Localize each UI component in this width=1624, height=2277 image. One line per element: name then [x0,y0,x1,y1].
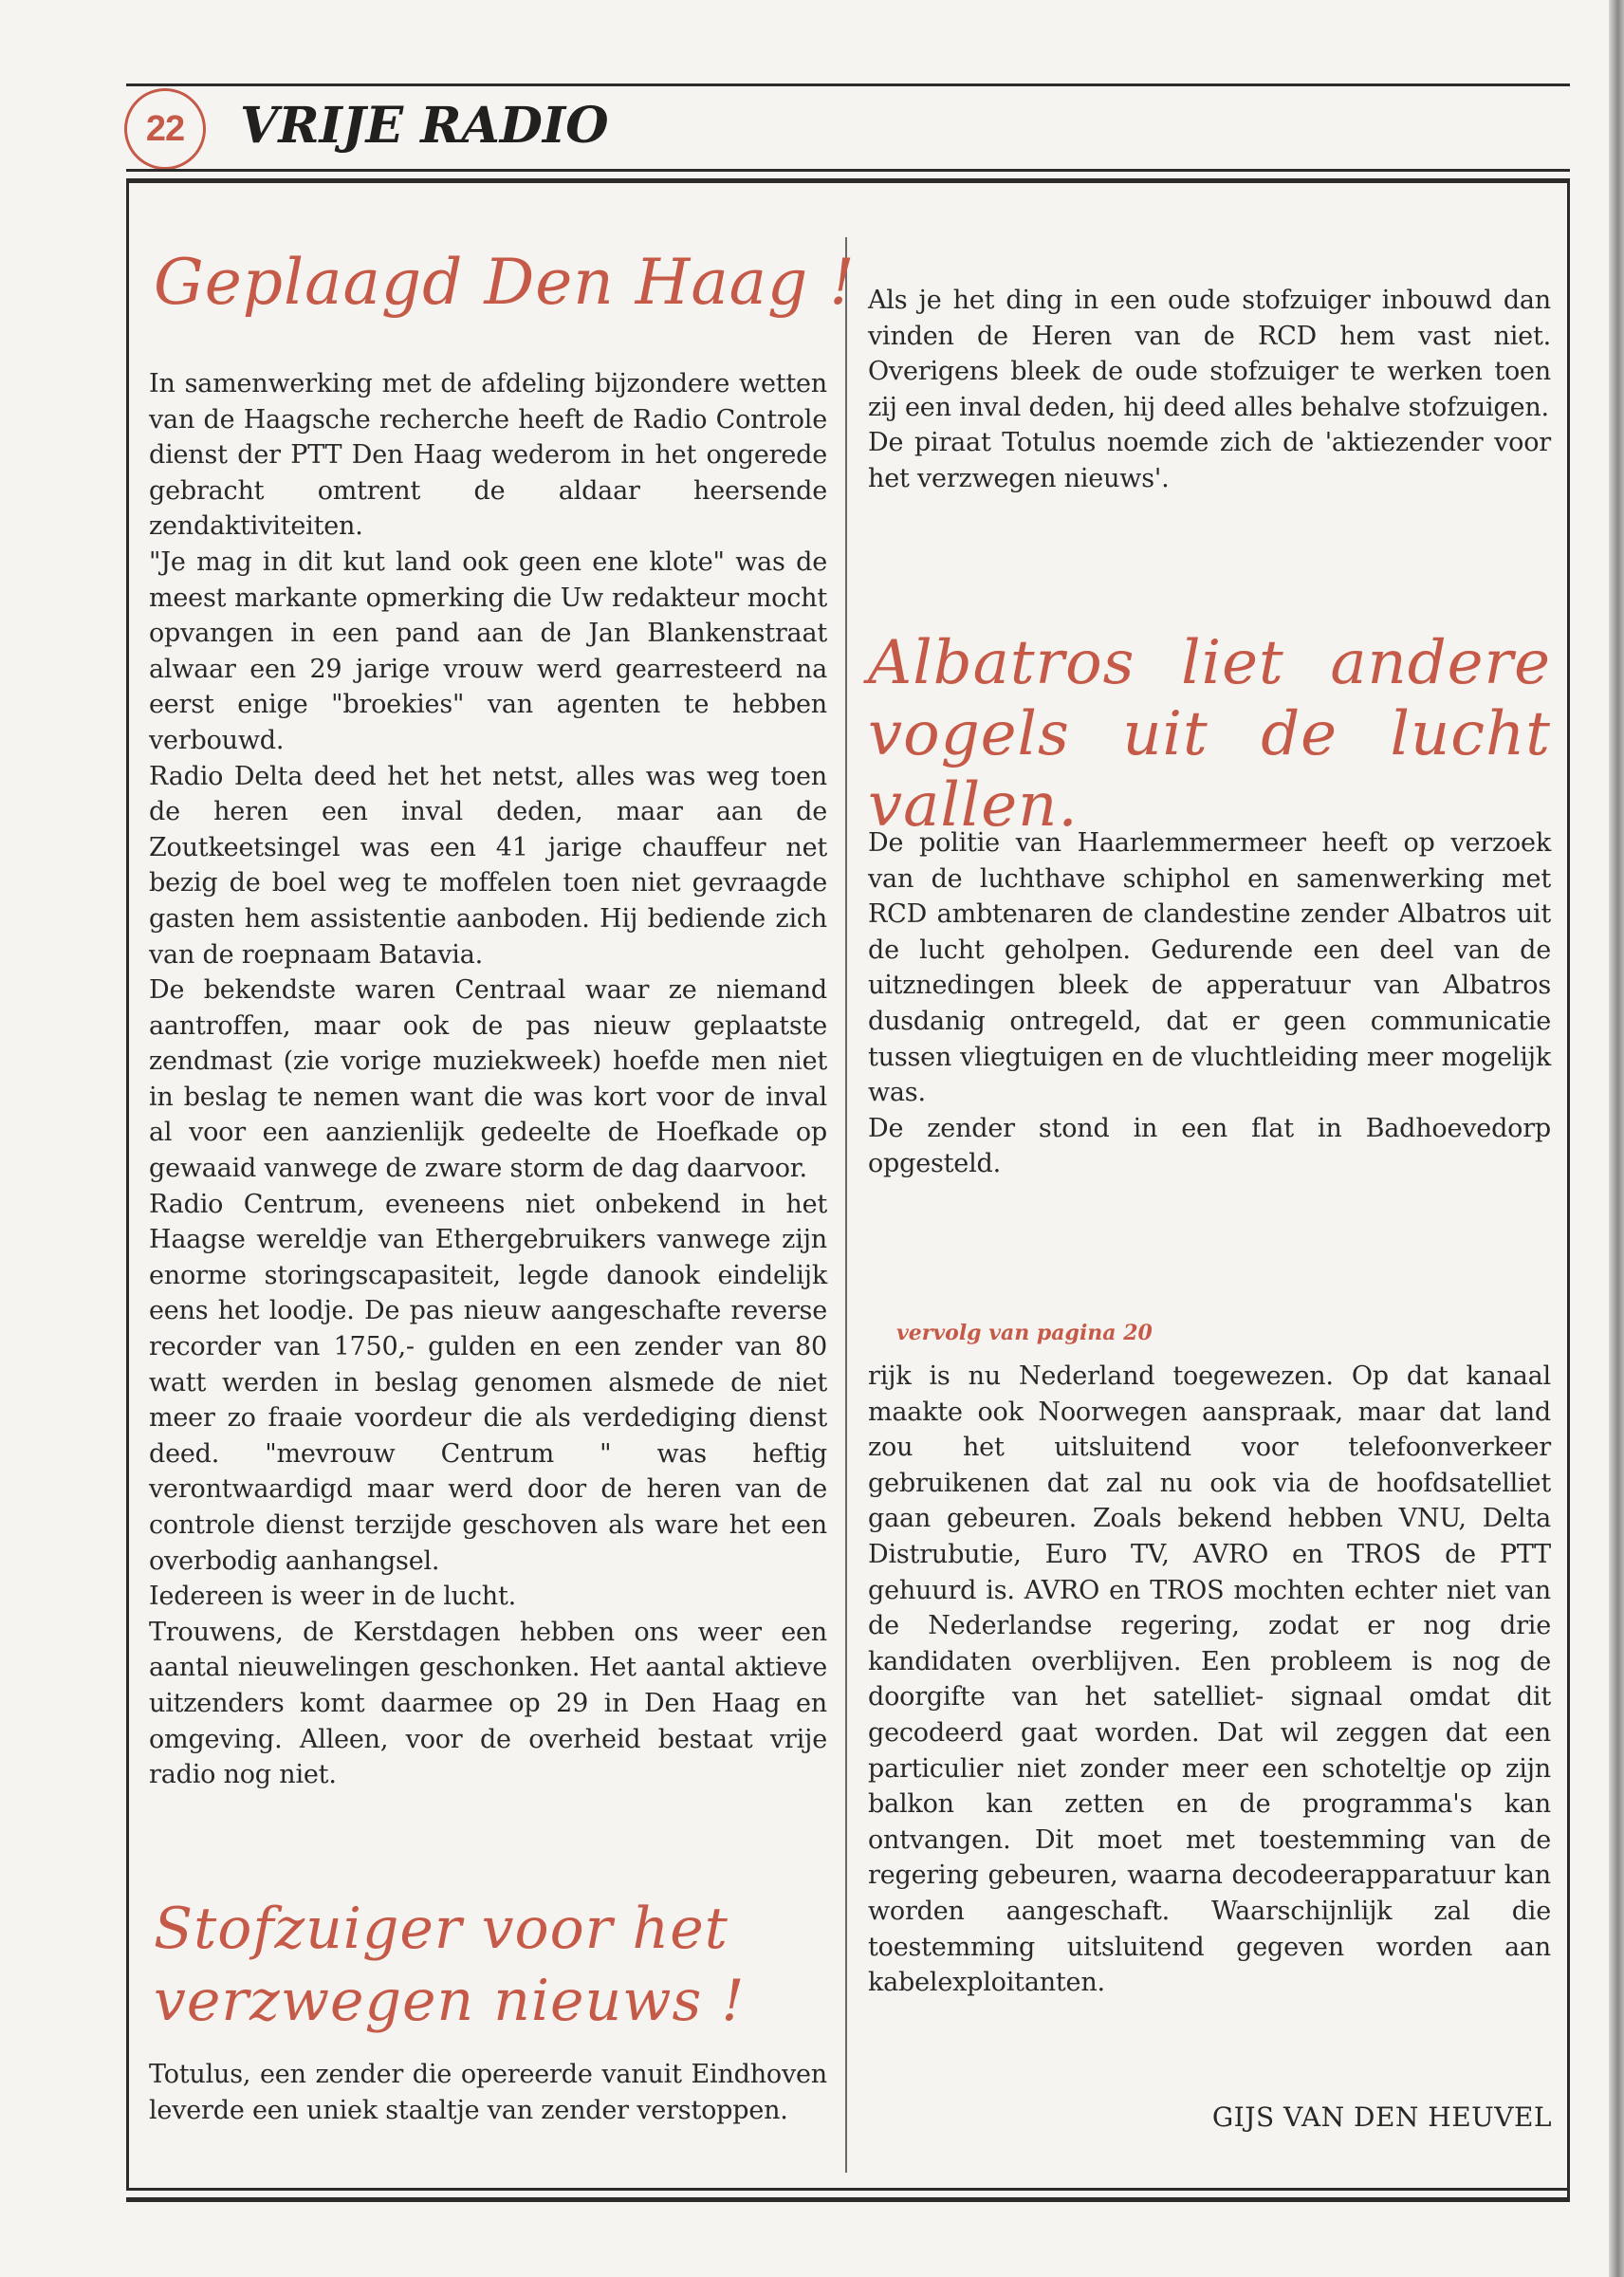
paragraph: In samenwerking met de afdeling bijzondere wetten van de Haagsche recherche heeft de Radio Controle dienst der PTT Den Haag wederom in het ongerede gebracht omtrent de aldaar heersende zendaktiviteiten. [149,369,827,542]
paragraph: De zender stond in een flat in Badhoevedorp opgesteld. [868,1113,1551,1179]
article-vervolg-body [868,1359,1551,2001]
frame-right-border [1567,178,1570,2199]
footer-thick-rule [126,2197,1570,2202]
paragraph: De piraat Totulus noemde zich de 'aktiezender voor het verzwegen nieuws'. [868,428,1551,493]
paragraph: De bekendste waren Centraal waar ze niemand aantroffen, maar ook de pas nieuw geplaatste zendmast (zie vorige muziekweek) hoefde men niet in beslag te nemen want die was kort voor de inval al voor een aanzienlijk gedeelte de Hoefkade op gewaaid vanwege de zware storm de dag daarvoor. [149,975,827,1184]
page-edge-shadow [1609,0,1624,2277]
continuation-label: vervolg van pagina 20 [896,1321,1153,1345]
author-byline: GIJS VAN DEN HEUVEL [1211,2101,1552,2133]
section-title: VRIJE RADIO [240,97,609,155]
paragraph: rijk is nu Nederland toegewezen. Op dat kanaal maakte ook Noorwegen aanspraak, maar dat land zou het uitsluitend voor telefoonverkeer gebruikenen dat zal nu ook via de hoofdsatelliet gaan gebeuren. Zoals bekend hebben VNU, Delta Distrubutie, Euro TV, AVRO en TROS de PTT gehuurd is. AVRO en TROS mochten echter niet van de Nederlandse regering, zodat er nog drie kandidaten overblijven. Een probleem is nog de doorgifte van het satelliet- signaal omdat dit gecodeerd gaat worden. Dat wil zeggen dat een particulier niet zonder meer een schoteltje op zijn balkon kan zetten en de programma's kan ontvangen. Dit moet met toestemming van de regering gebeuren, waarna decodeerapparatuur kan worden aangeschaft. Waarschijnlijk zal die toestemming uitsluitend gegeven worden aan kabelexploitanten. [868,1361,1551,1998]
paragraph: Totulus, een zender die opereerde vanuit Eindhoven leverde een uniek staaltje van zender verstoppen. [149,2060,827,2125]
paragraph: Radio Delta deed het het netst, alles was weg toen de heren een inval deden, maar aan de Zoutkeetsingel was een 41 jarige chauffeur net bezig de boel weg te moffelen toen niet gevraagde gasten hem assistentie aanboden. Hij bediende zich van de roepnaam Batavia. [149,761,827,970]
paragraph: "Je mag in dit kut land ook geen ene klote" was de meest markante opmerking die Uw redakteur mocht opvangen in een pand aan de Jan Blankenstraat alwaar een 29 jarige vrouw werd gearresteerd na eerst enige "broekies" van agenten te hebben verbouwd. [149,546,827,755]
paragraph: Als je het ding in een oude stofzuiger inbouwd dan vinden de Heren van de RCD hem vast niet. Overigens bleek de oude stofzuiger te werken toen zij een inval deden, hij deed alles behalve stofzuigen. [868,286,1551,422]
frame-bottom-border [126,2188,1570,2191]
paragraph: Iedereen is weer in de lucht. [149,1582,516,1612]
paragraph: De politie van Haarlemmermeer heeft op verzoek van de luchthave schiphol en samenwerking met RCD ambtenaren de clandestine zender Albatros uit de lucht geholpen. Gedurende een deel van de uitznedingen bleek de apperatuur van Albatros dusdanig ontregeld, dat er geen communicatie tussen vliegtuigen en de vluchtleiding meer mogelijk was. [868,828,1551,1108]
header-top-rule [126,83,1570,86]
headline-geplaagd-den-haag: Geplaagd Den Haag ! [154,246,856,319]
frame-left-border [126,178,129,2190]
article-albatros-body [868,825,1551,1182]
article-stofzuiger-continuation [868,283,1551,497]
paragraph: Radio Centrum, eveneens niet onbekend in het Haagse wereldje van Ethergebruikers vanwege zijn enorme storingscapasiteit, legde danook eindelijk eens het loodje. De pas nieuw aangeschafte reverse recorder van 1750,- gulden en een zender van 80 watt werden in beslag genomen alsmede de niet meer zo fraaie voordeur die als verdediging dienst deed. "mevrouw Centrum " was heftig verontwaardigd maar werd door de heren van de controle dienst terzijde geschoven als ware het een overbodig aanhangsel. [149,1189,827,1576]
article-geplaagd-body [149,366,827,1793]
headline-albatros: Albatros liet andere vogels uit de lucht vallen. [868,628,1551,841]
frame-top-border [126,178,1570,183]
paragraph: Trouwens, de Kerstdagen hebben ons weer een aantal nieuwelingen geschonken. Het aantal aktieve uitzenders komt daarmee op 29 in Den Haag en omgeving. Alleen, voor de overheid bestaat vrije radio nog niet. [149,1617,827,1790]
header-bottom-rule [126,169,1570,172]
headline-stofzuiger: Stofzuiger voor het verzwegen nieuws ! [154,1896,746,2034]
article-stofzuiger-body [149,2057,827,2128]
column-divider [845,237,847,2173]
page-number-badge: 22 [124,88,206,170]
